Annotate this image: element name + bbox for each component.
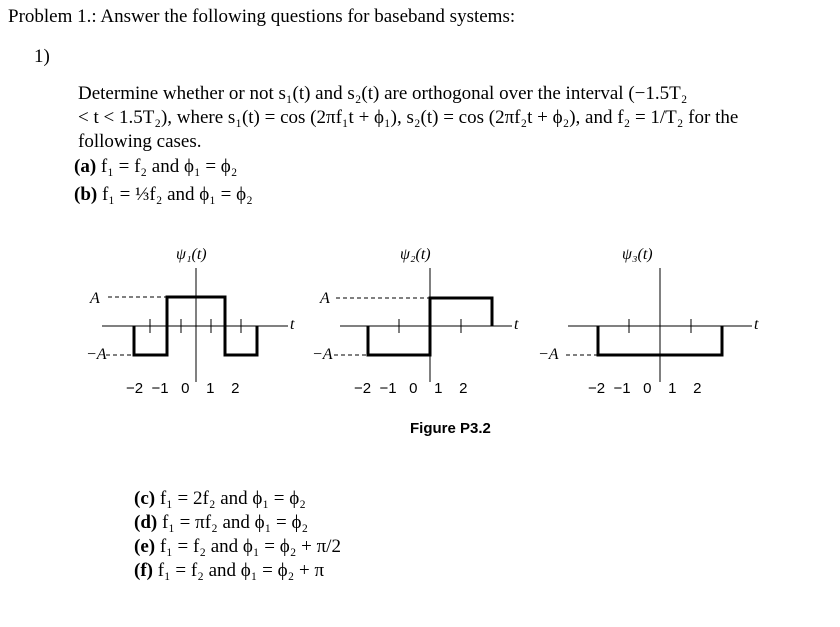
case-label: (b) <box>74 184 98 205</box>
tick-label: −1 <box>379 380 397 397</box>
case-label: (e) <box>134 536 156 557</box>
case-d <box>134 512 308 534</box>
case-label: (c) <box>134 488 156 509</box>
tick-label: 2 <box>693 380 702 397</box>
tick-label: 0 <box>409 380 418 397</box>
case-label: (a) <box>74 156 97 177</box>
case-label: (f) <box>134 560 153 581</box>
plot-1-upper-label: A <box>90 290 100 307</box>
tick-label: 2 <box>459 380 468 397</box>
case-text: f₁ = f₂ and ϕ₁ = ϕ₂ <box>100 156 238 177</box>
case-e <box>134 536 341 558</box>
problem-title: Problem 1.: Answer the following questions for baseband systems: <box>8 6 516 27</box>
plot-2-lower-label: −A <box>312 346 333 363</box>
plot-3-lower-label: −A <box>538 346 559 363</box>
case-label: (d) <box>134 512 158 533</box>
plot-3-title: ψ₃(t) <box>622 246 653 263</box>
tick-label: −2 <box>588 380 606 397</box>
tick-label: −2 <box>354 380 372 397</box>
tick-label: −2 <box>126 380 144 397</box>
figure-caption: Figure P3.2 <box>410 420 491 437</box>
tick-label: −1 <box>613 380 631 397</box>
plot-2-title: ψ₂(t) <box>400 246 431 263</box>
case-text: f₁ = ⅓f₂ and ϕ₁ = ϕ₂ <box>101 184 253 205</box>
plot-1-axis-label: t <box>290 316 295 333</box>
plot-1-lower-label: −A <box>86 346 107 363</box>
item-number: 1) <box>34 46 50 67</box>
case-text: f₁ = f₂ and ϕ₁ = ϕ₂ + π/2 <box>159 536 341 557</box>
case-text: f₁ = f₂ and ϕ₁ = ϕ₂ + π <box>157 560 325 581</box>
case-c <box>134 488 306 510</box>
plot-2-upper-label: A <box>320 290 330 307</box>
tick-label: 0 <box>181 380 190 397</box>
tick-label: −1 <box>151 380 169 397</box>
case-text: f₁ = 2f₂ and ϕ₁ = ϕ₂ <box>159 488 306 509</box>
tick-label: 1 <box>668 380 677 397</box>
statement-line-2: < t < 1.5T₂), where s₁(t) = cos (2πf₁t + ϕ₁), s₂(t) = cos (2πf₂t + ϕ₂), and f₂ = 1/T₂ for the <box>78 107 739 128</box>
tick-label: 0 <box>643 380 652 397</box>
plot-3-axis-label: t <box>754 316 759 333</box>
case-f <box>134 560 324 582</box>
tick-label: 1 <box>206 380 215 397</box>
statement-line-3: following cases. <box>78 131 202 152</box>
tick-label: 1 <box>434 380 443 397</box>
plot-1-title: ψ₁(t) <box>176 246 207 263</box>
case-text: f₁ = πf₂ and ϕ₁ = ϕ₂ <box>161 512 309 533</box>
tick-label: 2 <box>231 380 240 397</box>
statement-line-1: Determine whether or not s₁(t) and s₂(t) are orthogonal over the interval (−1.5T₂ <box>78 83 688 104</box>
plot-2-axis-label: t <box>514 316 519 333</box>
